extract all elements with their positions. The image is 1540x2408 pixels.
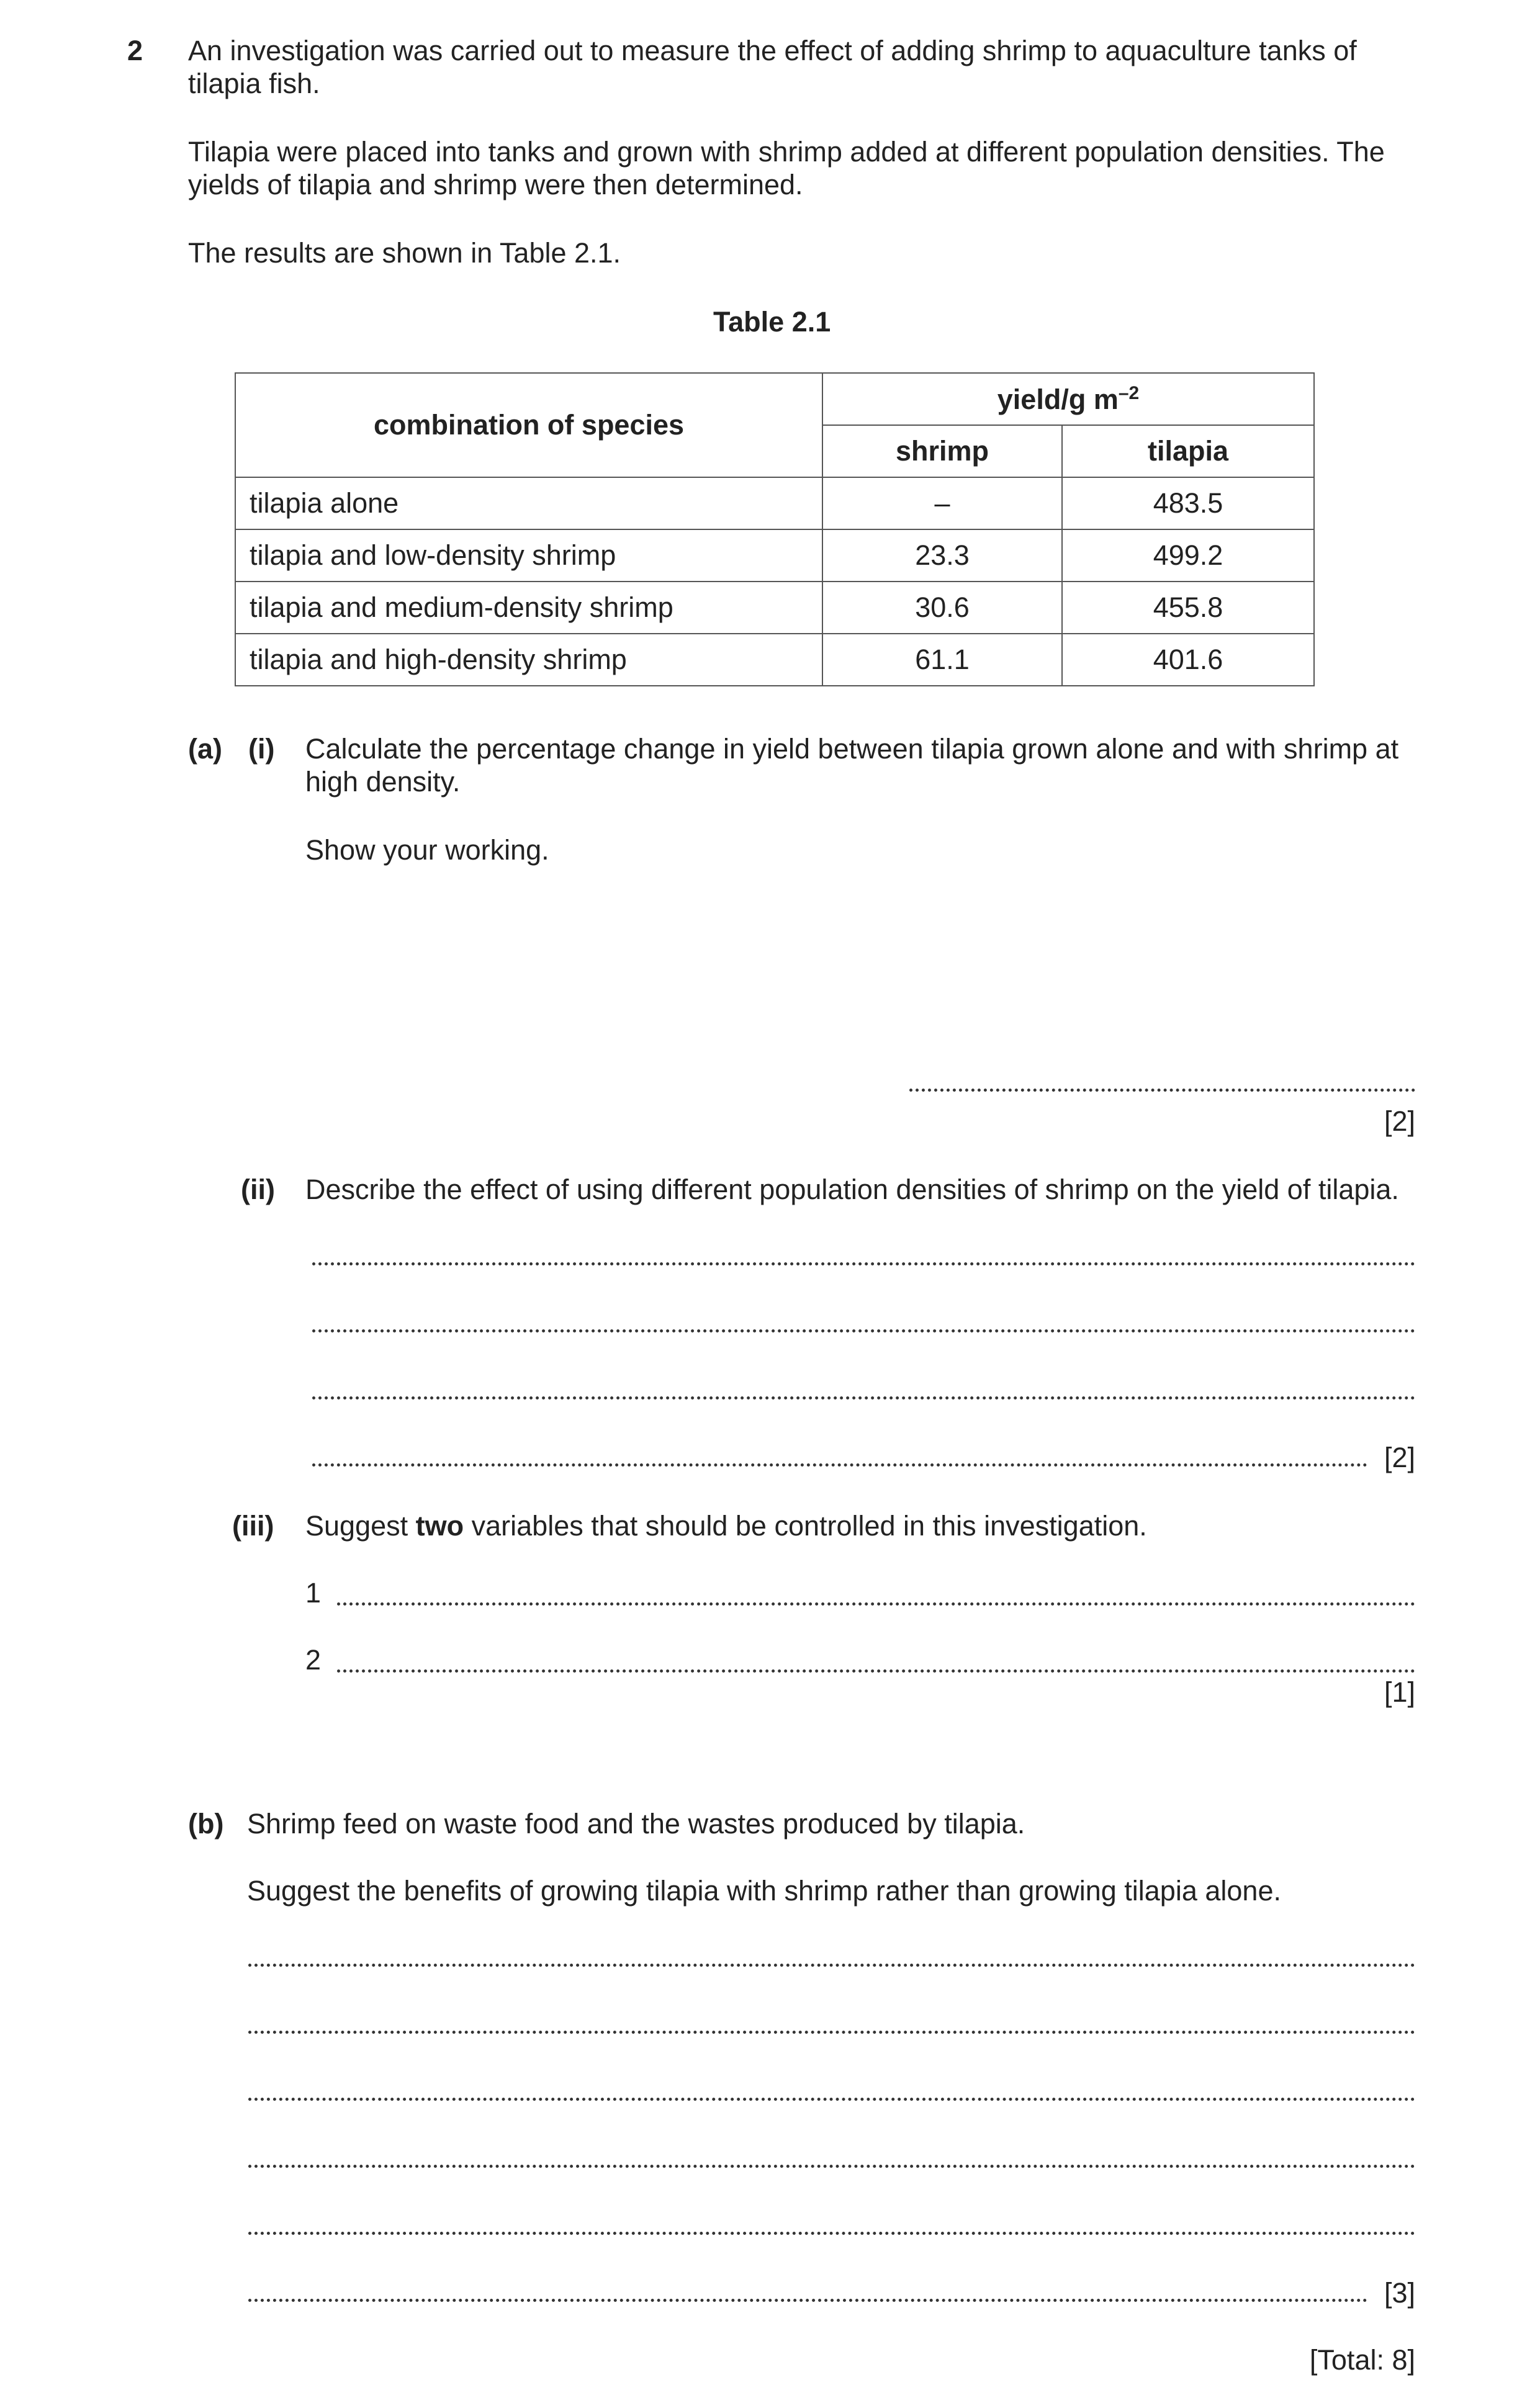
header-yield-text: yield/g m <box>997 383 1119 415</box>
species-cell: tilapia alone <box>235 477 822 529</box>
tilapia-yield-cell: 455.8 <box>1062 582 1314 634</box>
header-yield <box>822 373 1314 425</box>
results-table <box>235 372 1315 686</box>
part-a-ii-label: (ii) <box>241 1174 275 1205</box>
answer-line-a-ii-3[interactable] <box>312 1396 1415 1399</box>
part-a-iii-label: (iii) <box>232 1510 274 1542</box>
answer-line-variable-1[interactable] <box>337 1602 1415 1606</box>
answer-line-b-4[interactable] <box>248 2165 1415 2168</box>
answer-line-a-ii-2[interactable] <box>312 1329 1415 1332</box>
header-shrimp: shrimp <box>822 425 1062 477</box>
part-a-iii-text-bold: two <box>415 1510 464 1542</box>
marks-a-i: [2] <box>1384 1105 1415 1137</box>
answer-line-b-6[interactable] <box>248 2299 1367 2302</box>
shrimp-yield-cell: – <box>822 477 1062 529</box>
marks-a-ii: [2] <box>1384 1442 1415 1473</box>
answer-line-a-ii-1[interactable] <box>312 1262 1415 1265</box>
table-row <box>235 477 1314 529</box>
intro-line-2: tilapia fish. <box>188 68 320 99</box>
tilapia-yield-cell: 401.6 <box>1062 634 1314 686</box>
shrimp-yield-cell: 30.6 <box>822 582 1062 634</box>
part-a-i-working: Show your working. <box>305 834 549 866</box>
part-b-line-2: Suggest the benefits of growing tilapia with shrimp rather than growing tilapia alone. <box>247 1875 1281 1907</box>
shrimp-yield-cell: 23.3 <box>822 529 1062 582</box>
answer-line-b-1[interactable] <box>248 1964 1415 1967</box>
variable-item-2-number: 2 <box>305 1644 322 1676</box>
table-row <box>235 634 1314 686</box>
tilapia-yield-cell: 499.2 <box>1062 529 1314 582</box>
species-cell: tilapia and low-density shrimp <box>235 529 822 582</box>
part-a-i-line-2: high density. <box>305 766 461 797</box>
part-a-iii-text-before: Suggest <box>305 1510 416 1542</box>
answer-line-a-ii-4[interactable] <box>312 1463 1367 1467</box>
answer-line-b-5[interactable] <box>248 2232 1415 2235</box>
header-tilapia: tilapia <box>1062 425 1314 477</box>
table-row <box>235 582 1314 634</box>
header-species: combination of species <box>235 373 822 477</box>
marks-b: [3] <box>1384 2277 1415 2309</box>
part-b-label: (b) <box>188 1808 224 1840</box>
marks-a-iii: [1] <box>1384 1676 1415 1708</box>
table-caption: Table 2.1 <box>713 306 831 338</box>
part-a-iii-text <box>305 1509 1147 1543</box>
part-b-line-1: Shrimp feed on waste food and the wastes produced by tilapia. <box>247 1808 1025 1840</box>
intro-line-1: An investigation was carried out to measure the effect of adding shrimp to aquaculture tanks of <box>188 35 1357 66</box>
header-yield-exponent: –2 <box>1118 382 1140 403</box>
part-a-label: (a) <box>188 733 222 765</box>
answer-line-variable-2[interactable] <box>337 1669 1415 1673</box>
part-a-iii-text-after: variables that should be controlled in this investigation. <box>464 1510 1147 1542</box>
results-text: The results are shown in Table 2.1. <box>188 237 621 269</box>
question-number: 2 <box>127 35 143 66</box>
answer-line-a-i[interactable] <box>909 1089 1415 1092</box>
shrimp-yield-cell: 61.1 <box>822 634 1062 686</box>
variable-item-1-number: 1 <box>305 1577 322 1609</box>
tilapia-yield-cell: 483.5 <box>1062 477 1314 529</box>
table-row <box>235 529 1314 582</box>
method-line-1: Tilapia were placed into tanks and grown with shrimp added at different population densities. The <box>188 136 1385 168</box>
species-cell: tilapia and medium-density shrimp <box>235 582 822 634</box>
method-line-2: yields of tilapia and shrimp were then determined. <box>188 169 803 200</box>
part-a-i-label: (i) <box>248 733 275 765</box>
answer-line-b-2[interactable] <box>248 2031 1415 2034</box>
species-cell: tilapia and high-density shrimp <box>235 634 822 686</box>
part-a-ii-text: Describe the effect of using different population densities of shrimp on the yield of tilapia. <box>305 1174 1399 1205</box>
part-a-i-line-1: Calculate the percentage change in yield between tilapia grown alone and with shrimp at <box>305 733 1399 765</box>
answer-line-b-3[interactable] <box>248 2098 1415 2101</box>
total-marks: [Total: 8] <box>1309 2344 1415 2376</box>
